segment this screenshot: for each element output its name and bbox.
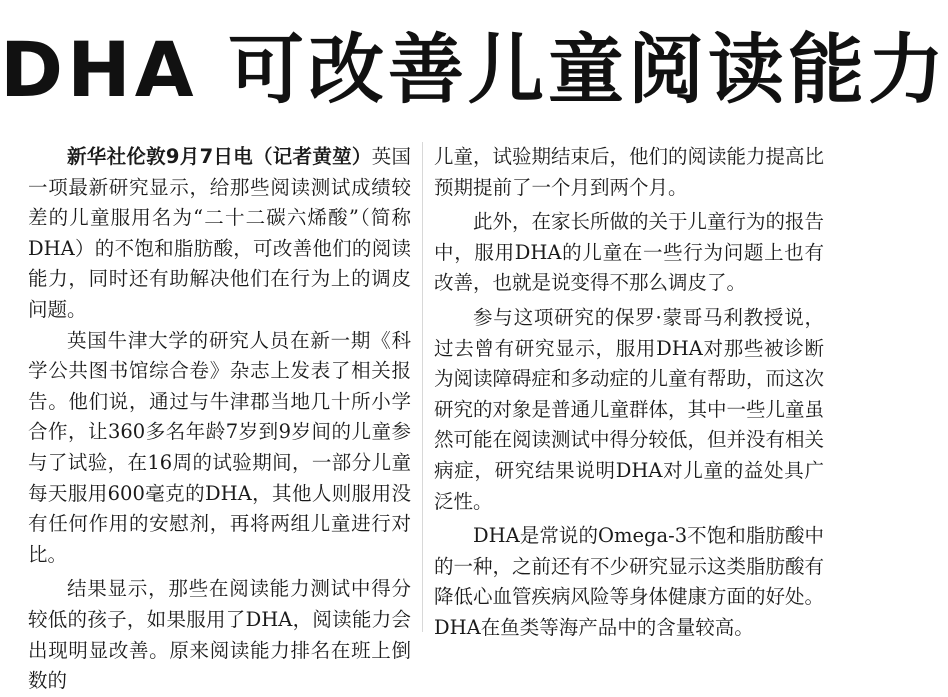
article-headline: DHA 可改善儿童阅读能力 [0, 25, 948, 114]
column-divider [422, 142, 423, 632]
article-paragraph-4: 此外，在家长所做的关于儿童行为的报告中，服用DHA的儿童在一些行为问题上也有改善，也就是说变得不那么调皮了。 [434, 210, 825, 295]
article-paragraph-5: 参与这项研究的保罗·蒙哥马利教授说，过去曾有研究显示，服用DHA对那些被诊断为阅读障碍症和多动症的儿童有帮助，而这次研究的对象是普通儿童群体，其中一些儿童虽然可能在阅读测试中得分较低，但并没有相关病症，研究结果说明DHA对儿童的益处具广泛性。 [434, 305, 825, 513]
article-paragraph-1 [28, 142, 411, 326]
article-column-right [434, 142, 824, 644]
article-paragraph-6: DHA是常说的Omega-3不饱和脂肪酸中的一种，之前还有不少研究显示这类脂肪酸有降低心血管疾病风险等身体健康方面的好处。DHA在鱼类等海产品中的含量较高。 [434, 524, 825, 639]
article-paragraph-2: 英国牛津大学的研究人员在新一期《科学公共图书馆综合卷》杂志上发表了相关报告。他们说，通过与牛津郡当地几十所小学合作，让360多名年龄7岁到9岁间的儿童参与了试验，在16周的试验期间，一部分儿童每天服用600毫克的DHA，其他人则服用没有任何作用的安慰剂，再将两组儿童进行对比。 [28, 328, 411, 566]
article-paragraph-1-body: 英国一项最新研究显示，给那些阅读测试成绩较差的儿童服用名为“二十二碳六烯酸”（简称DHA）的不饱和脂肪酸，可改善他们的阅读能力，同时还有助解决他们在行为上的调皮问题。 [28, 145, 411, 321]
article-paragraph-3-start: 结果显示，那些在阅读能力测试中得分较低的孩子，如果服用了DHA，阅读能力会出现明显改善。原来阅读能力排名在班上倒数的 [28, 577, 411, 693]
article-paragraph-3-end: 儿童，试验期结束后，他们的阅读能力提高比预期提前了一个月到两个月。 [434, 145, 825, 199]
article-dateline: 新华社伦敦9月7日电（记者黄堃） [67, 145, 372, 168]
article-column-left [28, 142, 411, 697]
